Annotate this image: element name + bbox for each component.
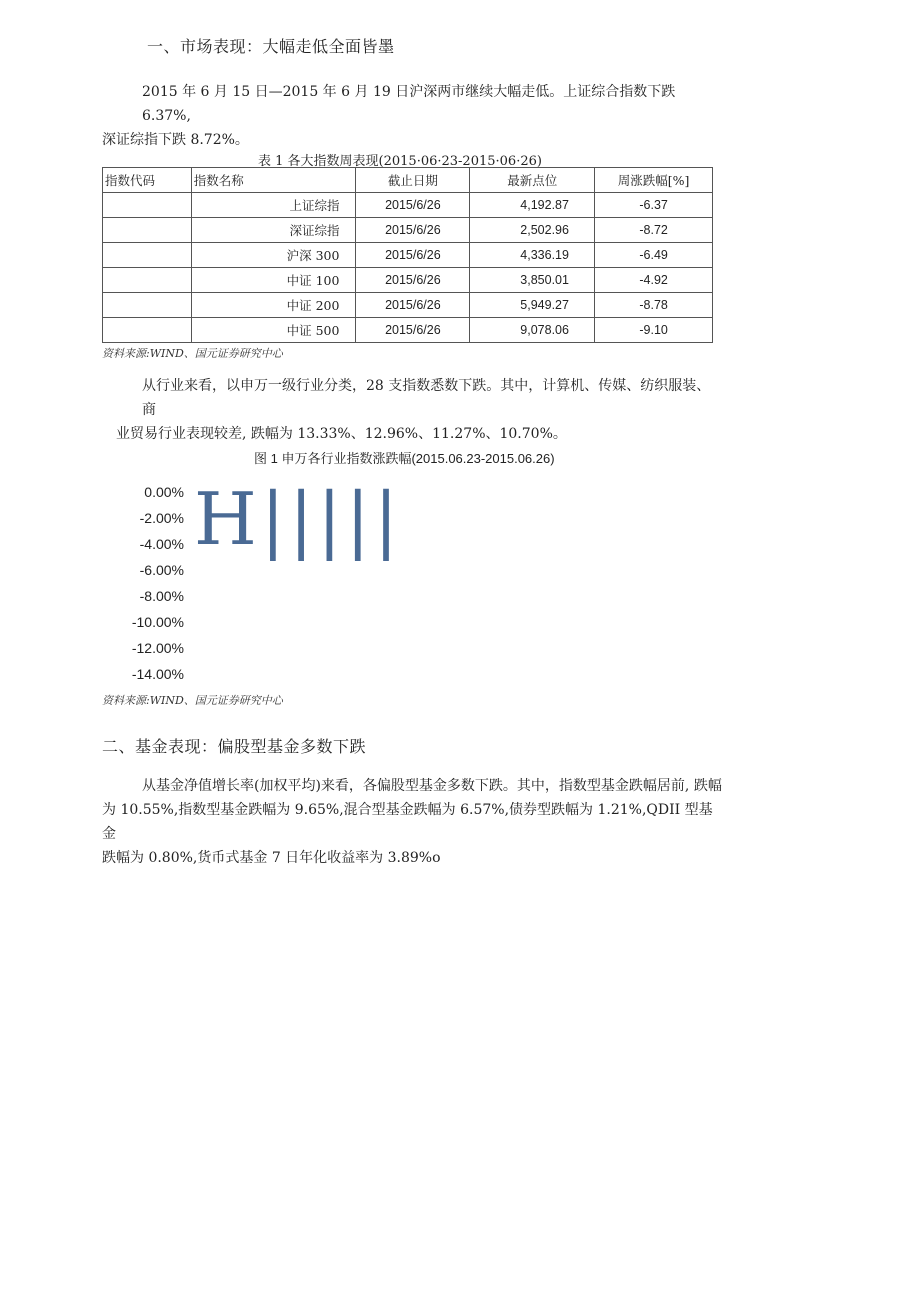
fund-paragraph [102, 774, 722, 870]
cell-level: 4,336.19 [470, 243, 595, 268]
table-row [103, 268, 713, 293]
chart-bars: H||||| [194, 477, 403, 561]
table1-caption: 表 1 各大指数周表现(2015·06·23-2015·06·26) [258, 154, 542, 169]
y-tick-label: -12.00% [131, 640, 184, 656]
cell-change: -8.78 [595, 293, 713, 318]
industry-paragraph [102, 374, 722, 446]
y-tick-label: -10.00% [131, 614, 184, 630]
market-paragraph [102, 80, 722, 152]
cell-date: 2015/6/26 [356, 193, 470, 218]
table-row [103, 243, 713, 268]
fund-paragraph-line3: 跌幅为 0.80%,货币式基金 7 日年化收益率为 3.89%o [102, 850, 441, 866]
header-level: 最新点位 [470, 168, 595, 193]
fund-paragraph-line2: 为 10.55%,指数型基金跌幅为 9.65%,混合型基金跌幅为 6.57%,债券型跌幅为 1.21%,QDII 型基金 [102, 802, 713, 842]
industry-paragraph-line2: 业贸易行业表现较差, 跌幅为 13.33%、12.96%、11.27%、10.70%。 [116, 426, 567, 442]
industry-paragraph-line1: 从行业来看，以申万一级行业分类，28 支指数悉数下跌。其中，计算机、传媒、纺织服装、商 [142, 378, 711, 418]
section2-heading: 二、基金表现：偏股型基金多数下跌 [102, 737, 367, 756]
cell-name: 中证 500 [191, 318, 356, 343]
cell-change: -6.37 [595, 193, 713, 218]
cell-change: -8.72 [595, 218, 713, 243]
cell-code [103, 193, 192, 218]
table-header-row [103, 168, 713, 193]
y-tick-label: -4.00% [139, 536, 184, 552]
cell-code [103, 243, 192, 268]
cell-name: 上证综指 [191, 193, 356, 218]
cell-code [103, 218, 192, 243]
cell-name: 沪深 300 [191, 243, 356, 268]
cell-name: 中证 100 [191, 268, 356, 293]
index-performance-table [102, 167, 713, 343]
cell-date: 2015/6/26 [356, 268, 470, 293]
cell-change: -9.10 [595, 318, 713, 343]
market-paragraph-line1: 2015 年 6 月 15 日—2015 年 6 月 19 日沪深两市继续大幅走低。上证综合指数下跌 6.37%, [142, 84, 676, 124]
cell-name: 深证综指 [191, 218, 356, 243]
table-row [103, 318, 713, 343]
market-paragraph-line2: 深证综指下跌 8.72%。 [102, 132, 249, 148]
cell-level: 9,078.06 [470, 318, 595, 343]
cell-level: 3,850.01 [470, 268, 595, 293]
section1-heading: 一、市场表现：大幅走低全面皆墨 [147, 37, 395, 56]
cell-date: 2015/6/26 [356, 318, 470, 343]
y-tick-label: -14.00% [131, 666, 184, 682]
header-code: 指数代码 [103, 168, 192, 193]
chart-title: 图 1 申万各行业指数涨跌幅(2015.06.23-2015.06.26) [254, 451, 555, 466]
chart-source: 资料来源:WIND、国元证券研究中心 [102, 694, 283, 707]
fund-paragraph-line1: 从基金净值增长率(加权平均)来看，各偏股型基金多数下跌。其中，指数型基金跌幅居前, 跌幅 [142, 778, 722, 794]
y-tick-label: -2.00% [139, 510, 184, 526]
cell-level: 5,949.27 [470, 293, 595, 318]
cell-date: 2015/6/26 [356, 218, 470, 243]
header-name: 指数名称 [191, 168, 356, 193]
cell-code [103, 268, 192, 293]
cell-change: -4.92 [595, 268, 713, 293]
cell-level: 2,502.96 [470, 218, 595, 243]
cell-code [103, 318, 192, 343]
y-tick-label: -8.00% [139, 588, 184, 604]
cell-date: 2015/6/26 [356, 293, 470, 318]
cell-date: 2015/6/26 [356, 243, 470, 268]
table-row [103, 193, 713, 218]
cell-code [103, 293, 192, 318]
y-tick-label: 0.00% [144, 484, 184, 500]
header-change: 周涨跌幅[%] [595, 168, 713, 193]
table-row [103, 218, 713, 243]
cell-name: 中证 200 [191, 293, 356, 318]
cell-level: 4,192.87 [470, 193, 595, 218]
table1-source: 资料来源:WIND、国元证券研究中心 [102, 347, 283, 360]
table-row [103, 293, 713, 318]
y-tick-label: -6.00% [139, 562, 184, 578]
header-date: 截止日期 [356, 168, 470, 193]
cell-change: -6.49 [595, 243, 713, 268]
